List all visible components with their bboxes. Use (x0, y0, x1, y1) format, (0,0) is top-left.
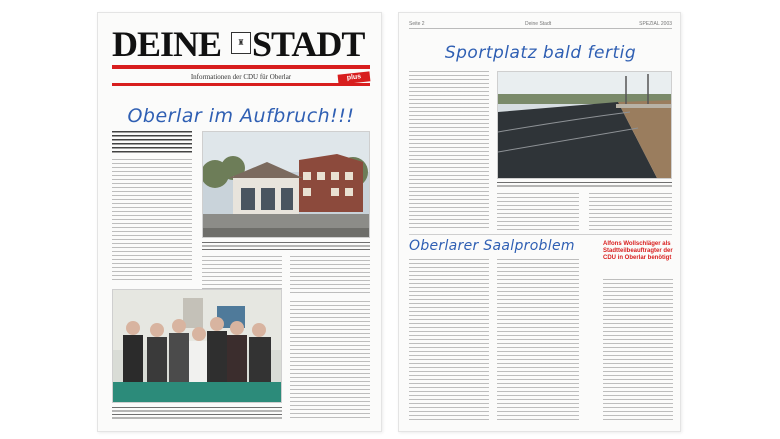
masthead-red-bar-top (112, 65, 370, 69)
sports-article-column-2 (497, 193, 579, 231)
article-column-3 (290, 256, 370, 296)
running-header-edition: SPEZIAL 2003 (639, 21, 672, 27)
running-header-title: Deine Stadt (525, 21, 552, 27)
city-emblem-icon: ♜ (231, 32, 251, 54)
masthead-subtitle: Informationen der CDU für Oberlar (190, 73, 292, 81)
running-header (409, 21, 672, 29)
plus-badge: plus (338, 71, 371, 84)
masthead-red-bar-bottom (112, 83, 370, 86)
highlight-notice: Alfons Wollschläger als Stadtteilbeauftragter der CDU in Oberlar benötigt (603, 241, 673, 261)
masthead-word-deine: DEINE (112, 24, 222, 64)
hall-article-column-3 (603, 279, 673, 421)
newspaper-page-front (97, 12, 382, 432)
masthead (112, 24, 370, 64)
group-photo (112, 289, 282, 403)
sports-field-image (498, 72, 672, 179)
building-photo-caption (202, 242, 370, 250)
hall-article-column-2 (497, 259, 579, 421)
sports-field-photo (497, 71, 672, 179)
section-divider (409, 234, 672, 235)
group-photo-caption (112, 407, 282, 421)
hall-article-column-1 (409, 259, 489, 421)
newspaper-page-two (398, 12, 681, 432)
town-building-photo (202, 131, 370, 238)
article-column-4 (290, 301, 370, 419)
article-column-1 (112, 159, 192, 281)
running-header-page: Seite 2 (409, 21, 425, 27)
hall-headline: Oberlarer Saalproblem (409, 238, 575, 254)
group-photo-image (113, 290, 282, 403)
sports-article-column-1 (409, 71, 489, 231)
lead-paragraph (112, 131, 192, 155)
masthead-word-stadt: STADT (252, 24, 365, 64)
sports-article-column-3 (589, 193, 672, 231)
sports-headline: Sportplatz bald fertig (444, 43, 637, 63)
town-building-image (203, 132, 370, 238)
sports-photo-caption (497, 182, 672, 188)
front-headline: Oberlar im Aufbruch!!! (127, 105, 355, 127)
